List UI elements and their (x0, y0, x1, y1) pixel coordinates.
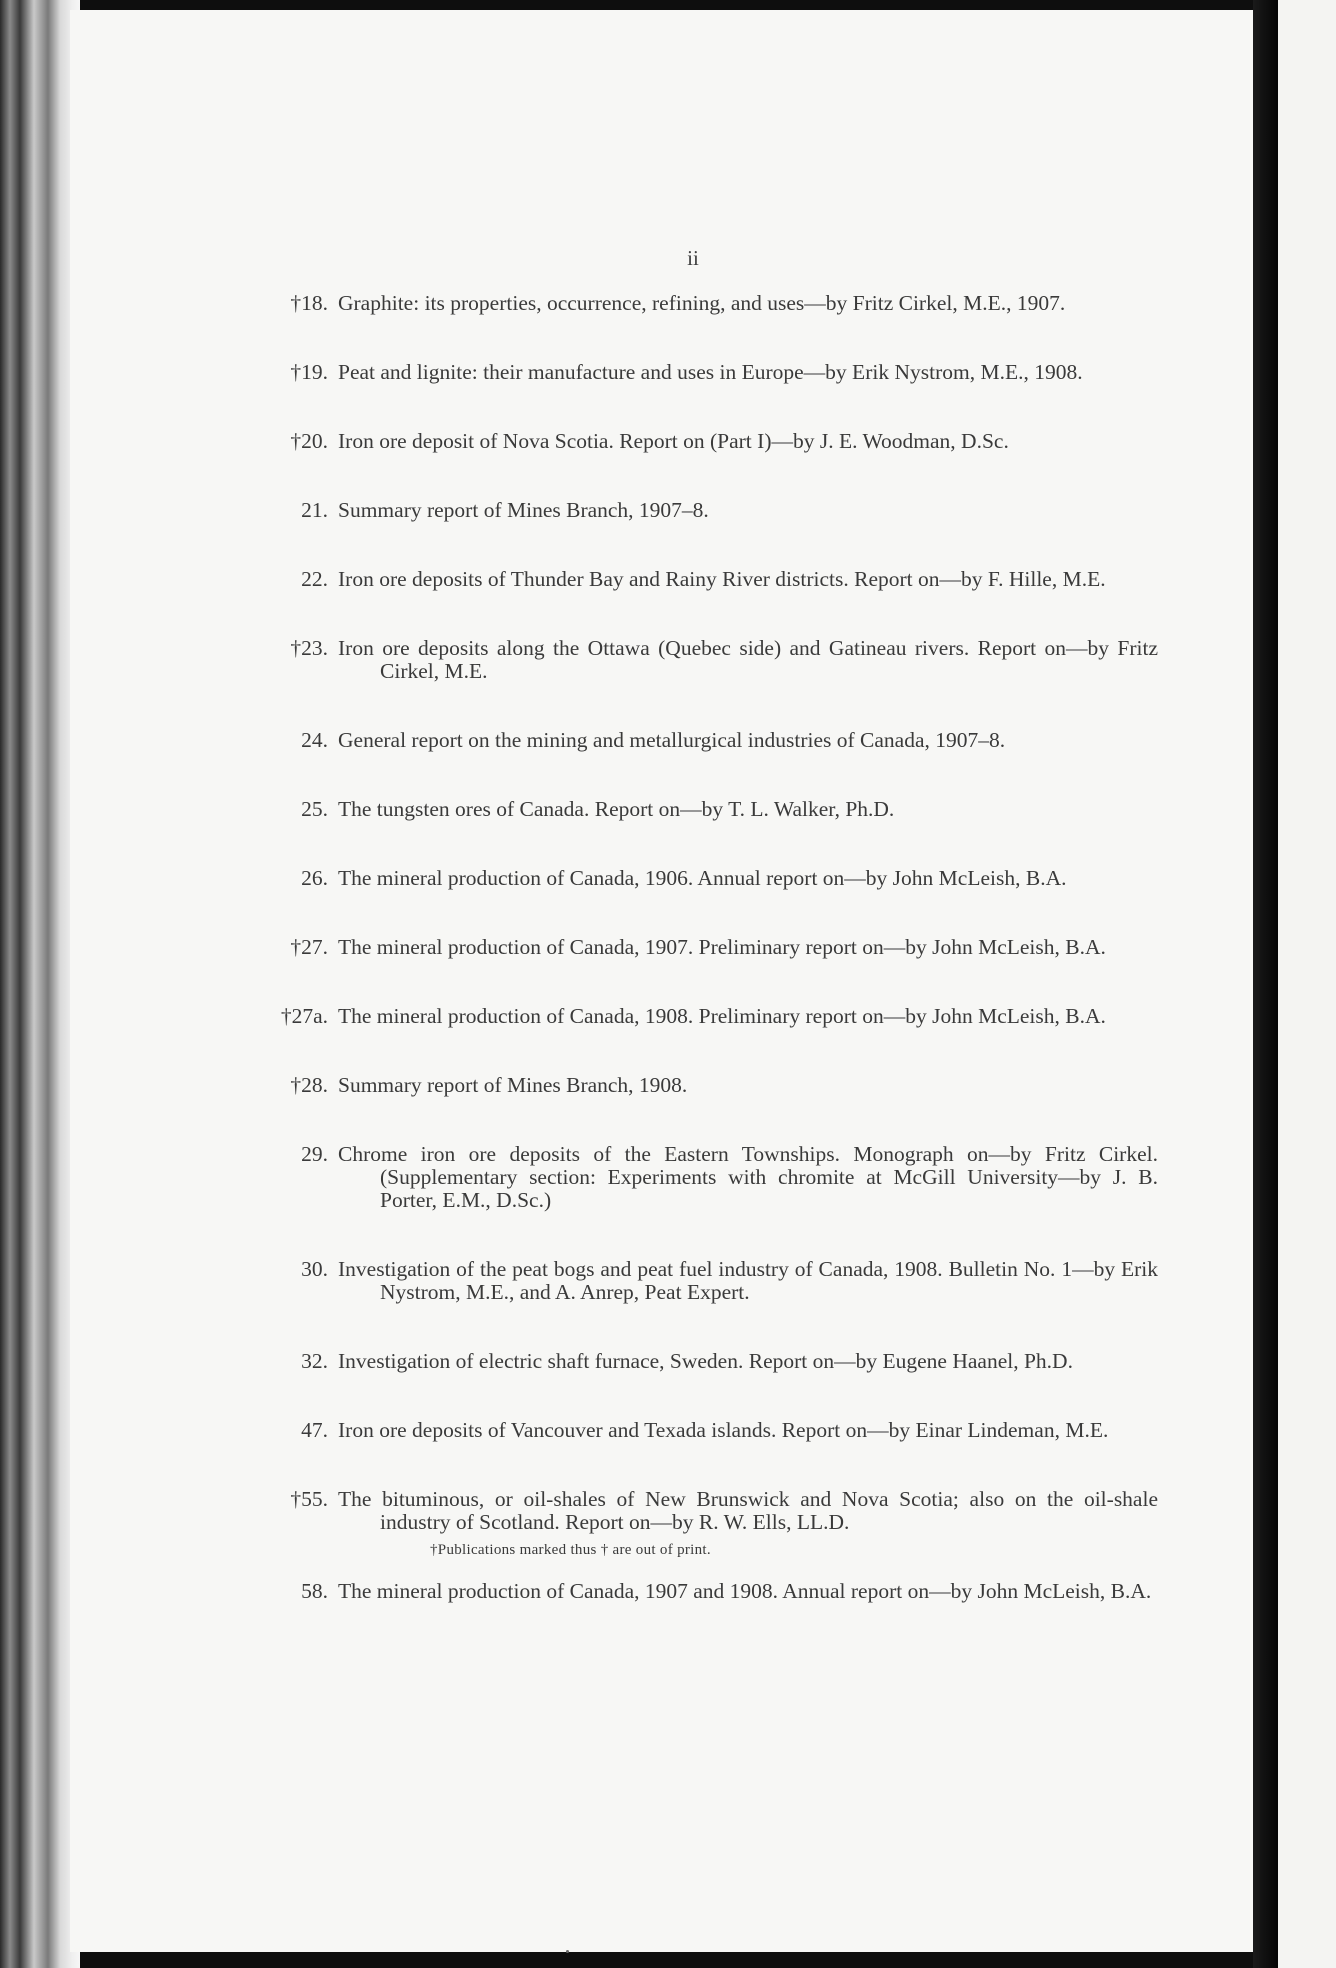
entry-text: Peat and lignite: their manufacture and uses in Europe—by Erik Nystrom, M.E., 1908. (338, 360, 1083, 384)
list-item (290, 429, 1158, 453)
list-item (301, 1257, 1158, 1304)
entry-text: The mineral production of Canada, 1907 and 1908. Annual report on—by John McLeish, B.A. (338, 1579, 1152, 1603)
entry-number: 21. (301, 498, 328, 522)
list-item (301, 1142, 1158, 1212)
entry-number: 25. (301, 797, 328, 821)
entry-text: Iron ore deposits of Thunder Bay and Rainy River districts. Report on—by F. Hille, M.E. (338, 567, 1106, 591)
entry-number: †20. (290, 429, 328, 453)
entry-number: †23. (290, 636, 328, 660)
list-item (290, 291, 1158, 315)
entry-text: Investigation of electric shaft furnace, Sweden. Report on—by Eugene Haanel, Ph.D. (338, 1349, 1073, 1373)
list-item (290, 360, 1158, 384)
entry-number: †28. (290, 1073, 328, 1097)
list-item (301, 1349, 1158, 1373)
list-item (290, 1073, 1158, 1097)
list-item (301, 1579, 1158, 1603)
facing-page-edge (1278, 0, 1336, 1968)
publication-list (280, 291, 1158, 1649)
entry-text: The mineral production of Canada, 1906. Annual report on—by John McLeish, B.A. (338, 866, 1067, 890)
entry-text: Iron ore deposit of Nova Scotia. Report on (Part I)—by J. E. Woodman, D.Sc. (338, 429, 1009, 453)
list-item (290, 636, 1158, 683)
list-item (290, 1487, 1158, 1534)
entry-number: †19. (290, 360, 328, 384)
book-spine-edge (0, 0, 80, 1968)
list-item (301, 567, 1158, 591)
entry-number: †55. (290, 1487, 328, 1511)
list-item (301, 1418, 1158, 1442)
entry-number: 47. (301, 1418, 328, 1442)
entry-text: General report on the mining and metallurgical industries of Canada, 1907–8. (338, 728, 1006, 752)
entry-text: The bituminous, or oil-shales of New Brunswick and Nova Scotia; also on the oil-shale industry of Scotland. Report on—by R. W. Ells, LL.D. (338, 1487, 1158, 1534)
list-item (301, 797, 1158, 821)
entry-number: 26. (301, 866, 328, 890)
entry-text: Iron ore deposits along the Ottawa (Quebec side) and Gatineau rivers. Report on—by Fritz Cirkel, M.E. (338, 636, 1158, 683)
entry-text: Summary report of Mines Branch, 1907–8. (338, 498, 709, 522)
page-gutter-shadow (1253, 0, 1278, 1968)
entry-number: 30. (301, 1257, 328, 1281)
entry-number: †27. (290, 935, 328, 959)
entry-text: Chrome iron ore deposits of the Eastern Townships. Monograph on—by Fritz Cirkel. (Supplementary section: Experiments with chromite at McGill University—by J. B. Porter, E.M., D.Sc.) (338, 1142, 1158, 1212)
entry-text: The mineral production of Canada, 1907. Preliminary report on—by John McLeish, B.A. (338, 935, 1106, 959)
entry-text: The tungsten ores of Canada. Report on—by T. L. Walker, Ph.D. (338, 797, 895, 821)
list-item (301, 728, 1158, 752)
entry-number: 24. (301, 728, 328, 752)
list-item (280, 1004, 1158, 1028)
list-item (301, 498, 1158, 522)
scan-speck (566, 1950, 569, 1953)
entry-text: Investigation of the peat bogs and peat fuel industry of Canada, 1908. Bulletin No. 1—by Erik Nystrom, M.E., and A. Anrep, Peat Expert. (338, 1257, 1158, 1304)
entry-number: †27a. (280, 1004, 328, 1028)
entry-number: 58. (301, 1579, 328, 1603)
entry-number: 29. (301, 1142, 328, 1166)
entry-number: †18. (290, 291, 328, 315)
entry-text: Graphite: its properties, occurrence, refining, and uses—by Fritz Cirkel, M.E., 1907. (338, 291, 1066, 315)
footnote: †Publications marked thus † are out of print. (430, 1542, 711, 1558)
list-item (301, 866, 1158, 890)
entry-number: 22. (301, 567, 328, 591)
entry-text: Iron ore deposits of Vancouver and Texada islands. Report on—by Einar Lindeman, M.E. (338, 1418, 1109, 1442)
page-number: ii (687, 246, 699, 270)
list-item (290, 935, 1158, 959)
entry-text: The mineral production of Canada, 1908. Preliminary report on—by John McLeish, B.A. (338, 1004, 1106, 1028)
entry-text: Summary report of Mines Branch, 1908. (338, 1073, 688, 1097)
entry-number: 32. (301, 1349, 328, 1373)
